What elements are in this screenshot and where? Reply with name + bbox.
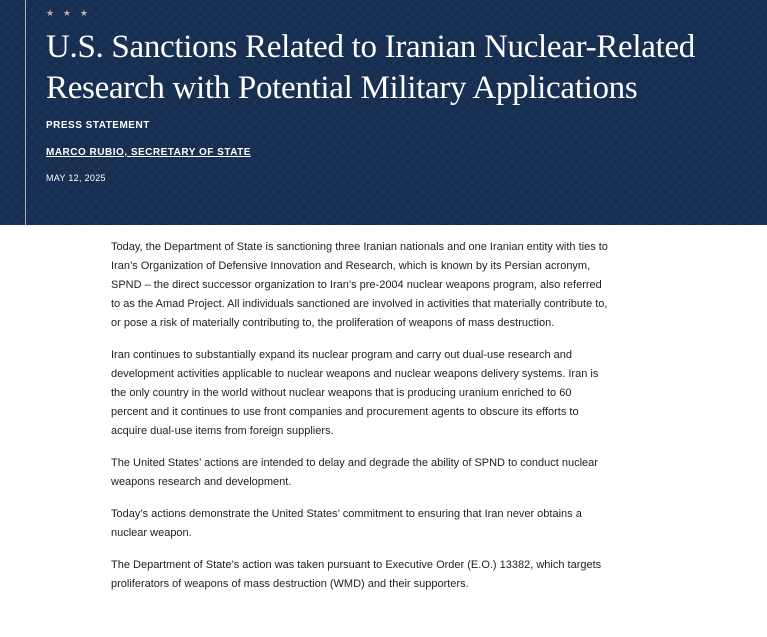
stars-icon: ★ ★ ★ (46, 9, 91, 19)
paragraph: Iran continues to substantially expand its nuclear program and carry out dual-use research and development activities applicable to nuclear weapons and nuclear weapons delivery systems. Iran is the only country in the world without nuclear weapons that is producing uranium enriched to 60 percent and it continues to use front companies and procurement agents to obscure its efforts to acquire dual-use items from foreign suppliers. (111, 349, 599, 437)
publish-date: MAY 12, 2025 (46, 173, 106, 183)
paragraph: Today, the Department of State is sanctioning three Iranian nationals and one Iranian entity with ties to Iran’s Organization of Defensive Innovation and Research, which is known by its Persian acronym, SPND – the direct successor organization to Iran’s pre-2004 nuclear weapons program, also referred to as the Amad Project. All individuals sanctioned are involved in activities that materially contribute to, or pose a risk of materially contributing to, the proliferation of weapons of mass destruction. (111, 241, 608, 329)
article-type: PRESS STATEMENT (46, 120, 150, 131)
article-body (111, 238, 611, 607)
page-header (0, 0, 767, 225)
page-title: U.S. Sanctions Related to Iranian Nuclear-Related Research with Potential Military Applications (46, 29, 696, 106)
paragraph: Today’s actions demonstrate the United States’ commitment to ensuring that Iran never obtains a nuclear weapon. (111, 508, 582, 539)
header-divider (25, 0, 26, 225)
author-link[interactable]: MARCO RUBIO, SECRETARY OF STATE (46, 147, 251, 158)
paragraph: The Department of State’s action was taken pursuant to Executive Order (E.O.) 13382, which targets proliferators of weapons of mass destruction (WMD) and their supporters. (111, 559, 602, 590)
paragraph: The United States’ actions are intended to delay and degrade the ability of SPND to conduct nuclear weapons research and development. (111, 457, 598, 488)
